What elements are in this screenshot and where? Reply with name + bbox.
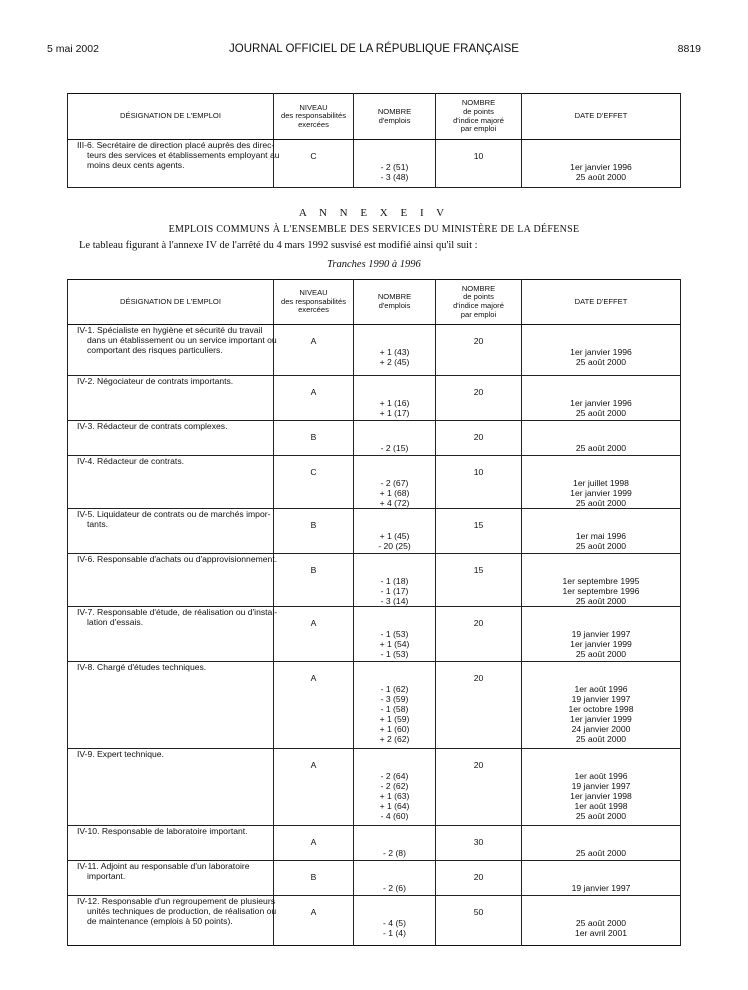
points-cell: 20 bbox=[436, 607, 522, 662]
table-row bbox=[68, 749, 681, 826]
niveau-cell: A bbox=[274, 749, 354, 826]
niveau-cell: A bbox=[274, 826, 354, 861]
nombre-cell: - 1 (62) - 3 (59) - 1 (58) + 1 (59) + 1 (60) + 2 (62) bbox=[354, 662, 436, 749]
table-row bbox=[68, 456, 681, 509]
issue-date: 5 mai 2002 bbox=[47, 43, 99, 55]
col-points: NOMBRE de points d'indice majoré par emploi bbox=[436, 94, 522, 140]
niveau-cell: C bbox=[274, 456, 354, 509]
nombre-cell: - 1 (18) - 1 (17) - 3 (14) bbox=[354, 554, 436, 607]
annexe-subtitle: EMPLOIS COMMUNS À L'ENSEMBLE DES SERVICES DU MINISTÈRE DE LA DÉFENSE bbox=[168, 224, 580, 235]
points-cell: 10 bbox=[436, 140, 522, 188]
annexe-title: A N N E X E I V bbox=[298, 207, 450, 219]
designation-cell: IV-8. Chargé d'études techniques. bbox=[68, 662, 274, 749]
date-cell: 1er janvier 1996 25 août 2000 bbox=[522, 325, 681, 376]
date-cell: 25 août 2000 bbox=[522, 826, 681, 861]
table-row bbox=[68, 325, 681, 376]
points-cell: 20 bbox=[436, 376, 522, 421]
col-designation: DÉSIGNATION DE L'EMPLOI bbox=[68, 94, 274, 140]
date-cell: 19 janvier 1997 bbox=[522, 861, 681, 896]
col-date: DATE D'EFFET bbox=[522, 94, 681, 140]
niveau-cell: A bbox=[274, 896, 354, 946]
page-number: 8819 bbox=[677, 43, 701, 55]
table-row bbox=[68, 896, 681, 946]
nombre-cell: - 2 (64) - 2 (62) + 1 (63) + 1 (64) - 4 (60) bbox=[354, 749, 436, 826]
date-cell: 1er janvier 1996 25 août 2000 bbox=[522, 140, 681, 188]
table-annexe-iii-continued bbox=[67, 93, 681, 188]
points-cell: 50 bbox=[436, 896, 522, 946]
points-cell: 20 bbox=[436, 662, 522, 749]
nombre-cell: - 4 (5) - 1 (4) bbox=[354, 896, 436, 946]
col-niveau: NIVEAU des responsabilités exercées bbox=[274, 280, 354, 325]
journal-title: JOURNAL OFFICIEL DE LA RÉPUBLIQUE FRANÇAISE bbox=[229, 43, 519, 55]
nombre-cell: - 2 (6) bbox=[354, 861, 436, 896]
niveau-cell: B bbox=[274, 509, 354, 554]
points-cell: 20 bbox=[436, 421, 522, 456]
niveau-cell: B bbox=[274, 554, 354, 607]
points-cell: 15 bbox=[436, 509, 522, 554]
date-cell: 25 août 2000 bbox=[522, 421, 681, 456]
date-cell: 1er juillet 1998 1er janvier 1999 25 août 2000 bbox=[522, 456, 681, 509]
col-date: DATE D'EFFET bbox=[522, 280, 681, 325]
nombre-cell: - 2 (8) bbox=[354, 826, 436, 861]
table-row bbox=[68, 554, 681, 607]
table-row bbox=[68, 861, 681, 896]
niveau-cell: A bbox=[274, 662, 354, 749]
designation-cell: IV-5. Liquidateur de contrats ou de marchés impor- tants. bbox=[68, 509, 274, 554]
designation-cell: IV-10. Responsable de laboratoire important. bbox=[68, 826, 274, 861]
niveau-cell: A bbox=[274, 325, 354, 376]
points-cell: 15 bbox=[436, 554, 522, 607]
date-cell: 25 août 2000 1er avril 2001 bbox=[522, 896, 681, 946]
niveau-cell: B bbox=[274, 861, 354, 896]
table-annexe-iv bbox=[67, 279, 681, 946]
points-cell: 20 bbox=[436, 325, 522, 376]
niveau-cell: C bbox=[274, 140, 354, 188]
designation-cell: IV-2. Négociateur de contrats importants. bbox=[68, 376, 274, 421]
intro-paragraph: Le tableau figurant à l'annexe IV de l'arrêté du 4 mars 1992 susvisé est modifié ainsi qu'il suit : bbox=[79, 240, 478, 251]
points-cell: 10 bbox=[436, 456, 522, 509]
nombre-cell: + 1 (43) + 2 (45) bbox=[354, 325, 436, 376]
date-cell: 1er mai 1996 25 août 2000 bbox=[522, 509, 681, 554]
niveau-cell: A bbox=[274, 376, 354, 421]
table-row bbox=[68, 509, 681, 554]
designation-cell: III-6. Secrétaire de direction placé auprès des direc- teurs des services et établissements employant au moins deux cents agents. bbox=[68, 140, 274, 188]
points-cell: 20 bbox=[436, 749, 522, 826]
col-nombre: NOMBRE d'emplois bbox=[354, 280, 436, 325]
table-row bbox=[68, 826, 681, 861]
designation-cell: IV-1. Spécialiste en hygiène et sécurité du travail dans un établissement ou un service important ou comportant des risques particuliers. bbox=[68, 325, 274, 376]
nombre-cell: - 2 (67) + 1 (68) + 4 (72) bbox=[354, 456, 436, 509]
table-row bbox=[68, 421, 681, 456]
nombre-cell: + 1 (45) - 20 (25) bbox=[354, 509, 436, 554]
table-header-row bbox=[68, 94, 681, 140]
designation-cell: IV-4. Rédacteur de contrats. bbox=[68, 456, 274, 509]
nombre-cell: - 2 (15) bbox=[354, 421, 436, 456]
designation-cell: IV-12. Responsable d'un regroupement de plusieurs unités techniques de production, de réalisation ou de maintenance (emplois à 50 points). bbox=[68, 896, 274, 946]
designation-cell: IV-9. Expert technique. bbox=[68, 749, 274, 826]
page-header bbox=[47, 43, 701, 59]
niveau-cell: B bbox=[274, 421, 354, 456]
date-cell: 1er août 1996 19 janvier 1997 1er janvier 1998 1er août 1998 25 août 2000 bbox=[522, 749, 681, 826]
tranches-caption: Tranches 1990 à 1996 bbox=[327, 259, 421, 270]
col-nombre: NOMBRE d'emplois bbox=[354, 94, 436, 140]
nombre-cell: + 1 (16) + 1 (17) bbox=[354, 376, 436, 421]
designation-cell: IV-3. Rédacteur de contrats complexes. bbox=[68, 421, 274, 456]
niveau-cell: A bbox=[274, 607, 354, 662]
designation-cell: IV-11. Adjoint au responsable d'un laboratoire important. bbox=[68, 861, 274, 896]
col-niveau: NIVEAU des responsabilités exercées bbox=[274, 94, 354, 140]
table-header-row bbox=[68, 280, 681, 325]
table-row bbox=[68, 662, 681, 749]
points-cell: 20 bbox=[436, 861, 522, 896]
col-points: NOMBRE de points d'indice majoré par emploi bbox=[436, 280, 522, 325]
designation-cell: IV-6. Responsable d'achats ou d'approvisionnement. bbox=[68, 554, 274, 607]
date-cell: 1er septembre 1995 1er septembre 1996 25 août 2000 bbox=[522, 554, 681, 607]
table-row bbox=[68, 607, 681, 662]
nombre-cell: - 1 (53) + 1 (54) - 1 (53) bbox=[354, 607, 436, 662]
date-cell: 19 janvier 1997 1er janvier 1999 25 août 2000 bbox=[522, 607, 681, 662]
table-row bbox=[68, 140, 681, 188]
table-row bbox=[68, 376, 681, 421]
designation-cell: IV-7. Responsable d'étude, de réalisation ou d'instal- lation d'essais. bbox=[68, 607, 274, 662]
points-cell: 30 bbox=[436, 826, 522, 861]
col-designation: DÉSIGNATION DE L'EMPLOI bbox=[68, 280, 274, 325]
date-cell: 1er août 1996 19 janvier 1997 1er octobre 1998 1er janvier 1999 24 janvier 2000 25 août 2000 bbox=[522, 662, 681, 749]
date-cell: 1er janvier 1996 25 août 2000 bbox=[522, 376, 681, 421]
nombre-cell: - 2 (51) - 3 (48) bbox=[354, 140, 436, 188]
